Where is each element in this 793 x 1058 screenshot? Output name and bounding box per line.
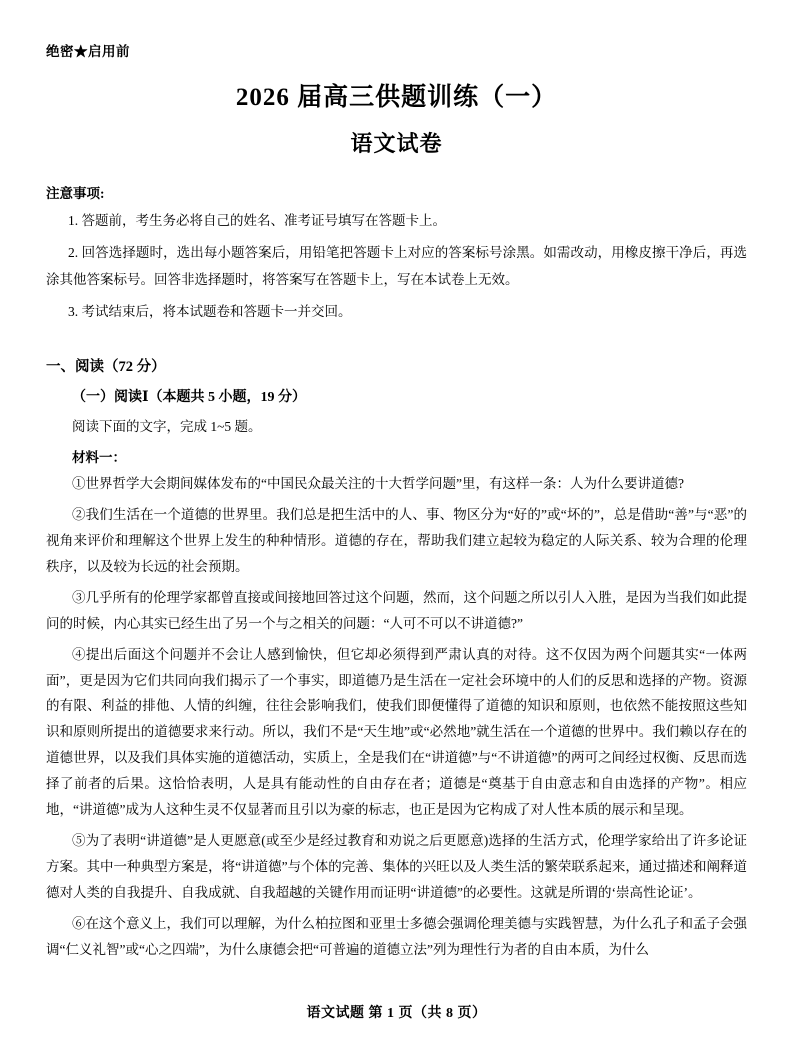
- body-paragraph: ①世界哲学大会期间媒体发布的“中国民众最关注的十大哲学问题”里，有这样一条：人为什么要讲道德?: [72, 476, 684, 492]
- page-title: 2026 届高三供题训练（一）: [235, 84, 558, 112]
- notice-item: 2. 回答选择题时，选出每小题答案后，用铅笔把答题卡上对应的答案标号涂黑。如需改动，用橡皮擦干净后，再选涂其他答案标号。回答非选择题时，将答案写在答题卡上，写在本试卷上无效。: [46, 245, 747, 287]
- section-heading: 一、阅读（72 分）: [46, 359, 166, 376]
- page-subtitle: 语文试卷: [350, 131, 443, 157]
- secret-mark: 绝密★启用前: [46, 44, 130, 59]
- body-paragraph: ②我们生活在一个道德的世界里。我们总是把生活中的人、事、物区分为“好的”或“坏的”，总是借助“善”与“恶”的视角来评价和理解这个世界上发生的种种情形。道德的存在，帮助我们建立起较为稳定的人际关系、较为合理的伦理秩序，以及较为长远的社会预期。: [46, 507, 747, 574]
- section-sub-heading: （一）阅读Ⅰ（本题共 5 小题，19 分）: [72, 390, 307, 406]
- section-instruction: 阅读下面的文字，完成 1~5 题。: [72, 419, 262, 435]
- body-paragraph: ⑤为了表明“讲道德”是人更愿意(或至少是经过教育和劝说之后更愿意)选择的生活方式，伦理学家给出了许多论证方案。其中一种典型方案是，将“讲道德”与个体的完善、集体的兴旺以及人类生活的繁荣联系起来，通过描述和阐释道德对人类的自我提升、自我成就、自我超越的关键作用而证明“讲道德”的必要性。这就是所谓的‘崇高性论证’。: [46, 833, 747, 900]
- page-footer: 语文试题 第 1 页（共 8 页）: [306, 1006, 487, 1021]
- material-label: 材料一：: [72, 450, 126, 466]
- body-paragraph: ④提出后面这个问题并不会让人感到愉快，但它却必须得到严肃认真的对待。这不仅因为两个问题其实“一体两面”，更是因为它们共同向我们揭示了一个事实，即道德乃是生活在一定社会环境中的人们的反思和选择的产物。资源的有限、利益的排他、人情的纠缠，往往会影响我们，使我们即便懂得了道德的知识和原则，也依然不能按照这些知识和原则所提出的道德要求来行动。所以，我们不是“天生地”或“必然地”就生活在一个道德的世界中。我们赖以存在的道德世界，以及我们具体实施的道德活动，实质上，全是我们在“讲道德”与“不讲道德”的两可之间经过权衡、反思而选择了前者的后果。这恰恰表明，人是具有能动性的自由存在者；道德是“奠基于自由意志和自由选择的产物”。相应地，“讲道德”成为人这种生灵不仅显著而且引以为豪的标志，也正是因为它构成了对人性本质的展示和呈现。: [46, 646, 747, 818]
- body-paragraph: ⑥在这个意义上，我们可以理解，为什么柏拉图和亚里士多德会强调伦理美德与实践智慧，为什么孔子和孟子会强调“仁义礼智”或“心之四端”，为什么康德会把“可普遍的道德立法”列为理性行为者的自由本质，为什么: [46, 915, 747, 957]
- notice-item: 3. 考试结束后，将本试题卷和答题卡一并交回。: [68, 303, 352, 319]
- notice-item: 1. 答题前，考生务必将自己的姓名、准考证号填写在答题卡上。: [68, 212, 446, 228]
- notice-heading: 注意事项:: [46, 185, 105, 201]
- body-paragraph: ③几乎所有的伦理学家都曾直接或间接地回答过这个问题，然而，这个问题之所以引人入胜，是因为当我们如此提问的时候，内心其实已经生出了另一个与之相关的问题：“人可不可以不讲道德?”: [46, 589, 747, 631]
